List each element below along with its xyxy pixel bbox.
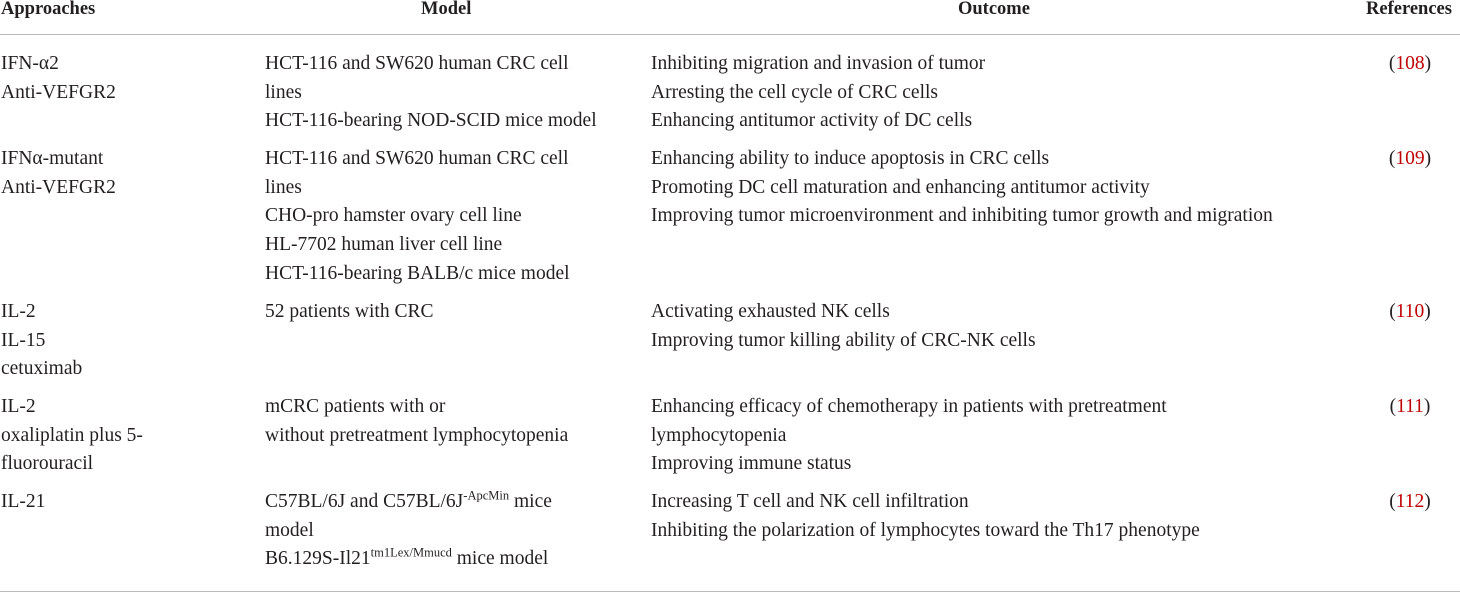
model-line: lines xyxy=(265,176,302,198)
table-row xyxy=(0,50,1460,145)
model-cell xyxy=(265,298,645,327)
model-line: 52 patients with CRC xyxy=(265,301,434,322)
table-row xyxy=(0,488,1460,583)
outcome-line: Inhibiting migration and invasion of tumor xyxy=(651,53,986,74)
outcome-line: Increasing T cell and NK cell infiltration xyxy=(651,491,969,512)
approach-line: oxaliplatin plus 5- xyxy=(1,424,143,446)
approach-line: cetuximab xyxy=(1,358,83,380)
outcome-line: Enhancing ability to induce apoptosis in CRC cells xyxy=(651,148,1050,169)
model-line: without pretreatment lymphocytopenia xyxy=(265,424,569,446)
reference-cell xyxy=(1362,488,1458,517)
ref-paren-close: ) xyxy=(1424,301,1431,322)
model-line: mCRC patients with or xyxy=(265,396,446,417)
reference-link[interactable]: 108 xyxy=(1395,53,1425,74)
approach-line: IL-15 xyxy=(1,329,46,351)
outcome-line: Enhancing efficacy of chemotherapy in patients with pretreatment xyxy=(651,396,1167,417)
approach-line: IFN-α2 xyxy=(1,53,59,74)
model-text: C57BL/6J and C57BL/6J xyxy=(265,491,464,512)
model-line: HL-7702 human liver cell line xyxy=(265,234,503,256)
model-line: HCT-116 and SW620 human CRC cell xyxy=(265,148,569,169)
table-row xyxy=(0,393,1460,488)
outcome-line: Improving tumor microenvironment and inhibiting tumor growth and migration xyxy=(651,205,1273,227)
outcome-cell xyxy=(651,488,1441,545)
approach-line: IFNα-mutant xyxy=(1,148,104,169)
model-text: B6.129S-Il21 xyxy=(265,548,371,570)
reference-link[interactable]: 112 xyxy=(1395,491,1425,512)
ref-paren-close: ) xyxy=(1424,491,1431,512)
model-line: HCT-116-bearing BALB/c mice model xyxy=(265,262,570,284)
reference-link[interactable]: 110 xyxy=(1395,301,1425,322)
reference-cell xyxy=(1362,298,1458,327)
table-bottom-rule xyxy=(0,591,1460,592)
reference-cell xyxy=(1362,50,1458,79)
reference-cell xyxy=(1362,145,1458,174)
approaches-cell xyxy=(1,145,241,202)
model-text: mice model xyxy=(451,548,549,570)
outcome-line: lymphocytopenia xyxy=(651,424,787,446)
approach-line: Anti-VEFGR2 xyxy=(1,176,116,198)
model-line xyxy=(265,545,645,574)
model-cell xyxy=(265,393,645,450)
outcome-cell xyxy=(651,298,1441,355)
approach-line: IL-2 xyxy=(1,301,36,322)
outcome-line: Enhancing antitumor activity of DC cells xyxy=(651,110,973,132)
outcome-line: Improving immune status xyxy=(651,453,852,475)
approaches-cell xyxy=(1,50,241,107)
outcome-line: Improving tumor killing ability of CRC-NK cells xyxy=(651,329,1036,351)
header-references: References xyxy=(1366,0,1452,19)
approach-line: Anti-VEFGR2 xyxy=(1,81,116,103)
ref-paren-close: ) xyxy=(1423,396,1431,417)
ref-paren-open: ( xyxy=(1389,301,1396,322)
outcome-cell xyxy=(651,50,1441,136)
model-cell xyxy=(265,488,645,574)
ref-paren-open: ( xyxy=(1389,491,1396,512)
ref-paren-close: ) xyxy=(1424,53,1432,74)
model-line xyxy=(265,517,645,546)
table-body xyxy=(0,50,1460,583)
model-line: HCT-116-bearing NOD-SCID mice model xyxy=(265,110,597,132)
outcome-cell xyxy=(651,145,1441,231)
approach-line: fluorouracil xyxy=(1,453,94,475)
ref-paren-open: ( xyxy=(1388,148,1396,169)
model-text: model xyxy=(265,519,314,541)
reference-link[interactable]: 109 xyxy=(1395,148,1425,169)
table-header xyxy=(0,0,1460,35)
approaches-cell xyxy=(1,298,241,384)
header-approaches: Approaches xyxy=(1,0,96,19)
model-line xyxy=(265,488,645,517)
table-row xyxy=(0,145,1460,298)
approach-line: IL-21 xyxy=(1,491,46,512)
ref-paren-close: ) xyxy=(1424,148,1432,169)
superscript: -ApcMin xyxy=(463,488,510,503)
outcome-line: Promoting DC cell maturation and enhancing antitumor activity xyxy=(651,176,1150,198)
reference-cell xyxy=(1362,393,1458,422)
model-text: mice xyxy=(509,491,552,512)
approaches-cell xyxy=(1,488,241,517)
header-outcome: Outcome xyxy=(958,0,1030,19)
outcome-line: Inhibiting the polarization of lymphocytes toward the Th17 phenotype xyxy=(651,519,1200,541)
table-row xyxy=(0,298,1460,393)
ref-paren-open: ( xyxy=(1388,53,1396,74)
model-line: lines xyxy=(265,81,302,103)
reference-link[interactable]: 111 xyxy=(1396,396,1424,417)
header-model: Model xyxy=(421,0,472,19)
outcome-line: Activating exhausted NK cells xyxy=(651,301,890,322)
outcome-line: Arresting the cell cycle of CRC cells xyxy=(651,81,938,103)
outcome-cell xyxy=(651,393,1441,479)
model-cell xyxy=(265,145,645,289)
superscript: tm1Lex/Mmucd xyxy=(370,545,452,560)
ref-paren-open: ( xyxy=(1389,396,1397,417)
model-line: HCT-116 and SW620 human CRC cell xyxy=(265,53,569,74)
approach-line: IL-2 xyxy=(1,396,36,417)
model-line: CHO-pro hamster ovary cell line xyxy=(265,205,522,227)
approaches-cell xyxy=(1,393,241,479)
model-cell xyxy=(265,50,645,136)
